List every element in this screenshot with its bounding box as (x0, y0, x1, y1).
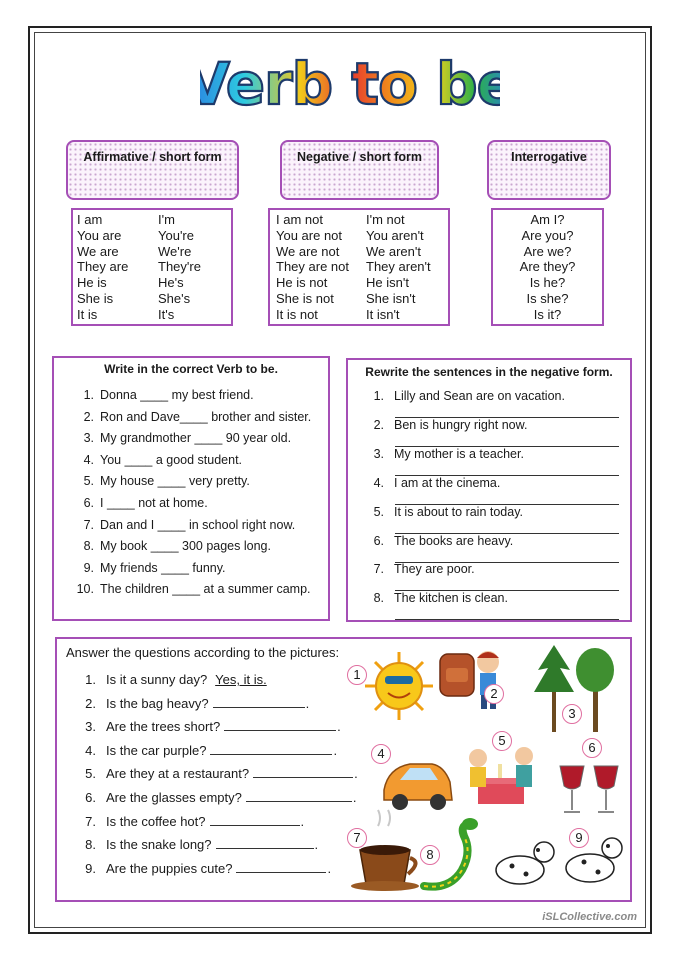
affirmative-short: They're (158, 259, 201, 275)
answer-blank (213, 697, 305, 708)
question-text: Are the glasses empty? (106, 790, 242, 805)
item-text: Lilly and Sean are on vacation. (394, 389, 565, 403)
affirmative-short: She's (158, 290, 191, 306)
affirmative-label-box (66, 140, 239, 200)
item-number: 2. (373, 417, 384, 432)
title-text: Verb to be (200, 50, 500, 118)
picture-number-8: 8 (420, 845, 440, 865)
exercise-1-item (74, 431, 291, 445)
item-number: 3. (373, 446, 384, 461)
affirmative-short-column (158, 212, 201, 323)
coffee-picture (351, 810, 419, 891)
interrogative-table (491, 208, 604, 326)
interrogative-item: Is she? (526, 290, 569, 306)
item-text: My grandmother ____ 90 year old. (100, 431, 292, 446)
question-text: Are the trees short? (106, 719, 221, 735)
sun-picture (365, 652, 433, 720)
item-number: 2. (83, 409, 94, 424)
item-number: 5. (83, 474, 94, 489)
item-number: 1. (373, 389, 384, 403)
exercise-2-item (368, 476, 500, 490)
exercise-1-item (74, 410, 311, 424)
question-text: Is the car purple? (106, 742, 207, 758)
question-text: Is it a sunny day? (106, 672, 208, 687)
item-number: 5. (373, 504, 384, 519)
item-text: I ____ not at home. (100, 496, 208, 510)
exercise-1-item (74, 496, 208, 510)
item-number: 8. (373, 591, 384, 606)
affirmative-short: It's (158, 306, 175, 322)
negative-label: Negative / short form (296, 150, 423, 164)
item-text: They are poor. (394, 562, 475, 577)
interrogative-item: Are you? (521, 227, 574, 243)
item-number: 10. (76, 582, 94, 597)
affirmative-long: You are (77, 227, 122, 243)
affirmative-long: He is (77, 275, 107, 291)
picture-number-9: 9 (569, 828, 589, 848)
answer-period: . (337, 719, 341, 735)
exercise-3-question (80, 861, 331, 876)
exercise-2-item (368, 447, 524, 461)
exercise-1-item (74, 474, 250, 488)
car-picture (384, 764, 452, 810)
question-text: Are the puppies cute? (106, 860, 233, 876)
affirmative-long: She is (77, 290, 114, 306)
negative-long: It is not (276, 306, 318, 322)
footer-watermark: iSLCollective.com (542, 911, 637, 923)
affirmative-short: He's (158, 275, 184, 291)
interrogative-item: Am I? (530, 212, 565, 227)
negative-long: You are not (276, 227, 343, 243)
affirmative-short: I'm (158, 212, 175, 227)
affirmative-long-column (77, 212, 128, 323)
item-text: Dan and I ____ in school right now. (100, 517, 296, 532)
negative-short: He isn't (366, 275, 409, 291)
interrogative-item: Is he? (529, 275, 566, 291)
answer-blank (210, 815, 300, 826)
exercise-3-question (80, 719, 341, 734)
restaurant-picture (469, 747, 533, 804)
negative-short: She isn't (366, 290, 416, 306)
answer-period: . (305, 695, 310, 711)
exercise-3-question (80, 766, 358, 781)
item-text: The kitchen is clean. (394, 591, 508, 606)
item-number: 8. (85, 837, 96, 853)
affirmative-short: You're (158, 227, 194, 243)
negative-short: You aren't (366, 227, 424, 243)
item-text: Ben is hungry right now. (394, 417, 528, 432)
exercise-3-heading: Answer the questions according to the pictures: (66, 645, 340, 660)
answer-blank (253, 767, 353, 778)
negative-long: I am not (276, 212, 323, 227)
item-number: 6. (85, 790, 96, 805)
exercise-3-question (80, 696, 309, 711)
negative-table (268, 208, 450, 326)
picture-number-7: 7 (347, 828, 367, 848)
item-number: 3. (83, 431, 94, 446)
answer-period: . (333, 742, 338, 758)
item-text: I am at the cinema. (394, 475, 501, 490)
item-number: 3. (85, 719, 96, 735)
item-number: 9. (85, 860, 96, 876)
negative-short: It isn't (366, 306, 400, 322)
interrogative-label: Interrogative (511, 150, 587, 164)
exercise-1-item (74, 539, 271, 553)
affirmative-long: We are (77, 243, 119, 259)
answer-period: . (327, 860, 332, 876)
item-text: The books are heavy. (394, 533, 514, 548)
exercise-1-item (74, 518, 295, 532)
affirmative-short: We're (158, 243, 192, 259)
answer-period: . (300, 813, 305, 829)
affirmative-long: It is (77, 306, 98, 322)
negative-label-box (280, 140, 439, 200)
negative-short: They aren't (366, 259, 431, 275)
interrogative-item: Is it? (533, 306, 562, 322)
item-number: 7. (373, 562, 384, 577)
interrogative-column (493, 212, 602, 323)
question-text: Are they at a restaurant? (106, 766, 250, 782)
item-text: The children ____ at a summer camp. (100, 582, 311, 597)
exercise-1-item (74, 582, 311, 596)
puppies-picture (496, 838, 622, 884)
item-number: 7. (83, 517, 94, 532)
answer-period: . (354, 766, 358, 782)
affirmative-table (71, 208, 233, 326)
negative-short: I'm not (366, 212, 405, 227)
answer-blank (224, 720, 336, 731)
picture-number-5: 5 (492, 731, 512, 751)
exercise-2-item (368, 389, 565, 403)
exercise-2-item (368, 591, 508, 605)
negative-long: He is not (276, 275, 328, 291)
picture-number-3: 3 (562, 704, 582, 724)
exercise-1-item (74, 561, 226, 575)
pictures-svg (340, 640, 630, 900)
exercise-2-item (368, 505, 523, 519)
negative-long: They are not (276, 259, 349, 275)
answer-period: . (314, 837, 319, 853)
item-number: 2. (85, 695, 96, 711)
interrogative-label-box (487, 140, 611, 200)
negative-short-column (366, 212, 431, 323)
item-number: 4. (373, 475, 384, 490)
exercise-1-heading: Write in the correct Verb to be. (104, 362, 278, 376)
item-number: 6. (373, 533, 384, 548)
exercise-3-question (80, 672, 267, 687)
question-text: Is the snake long? (106, 837, 212, 853)
exercise-1-item (74, 453, 242, 467)
negative-short: We aren't (366, 243, 421, 259)
picture-number-4: 4 (371, 744, 391, 764)
picture-number-1: 1 (347, 665, 367, 685)
item-number: 9. (83, 560, 94, 575)
answer-blank (236, 862, 326, 873)
negative-long: She is not (276, 290, 334, 306)
item-number: 4. (83, 452, 94, 467)
item-text: My book ____ 300 pages long. (100, 539, 271, 554)
picture-number-2: 2 (484, 684, 504, 704)
item-number: 4. (85, 742, 96, 758)
exercise-2-item (368, 534, 513, 548)
item-text: Ron and Dave____ brother and sister. (100, 409, 312, 424)
exercise-2-heading: Rewrite the sentences in the negative form. (365, 365, 613, 379)
answer-period: . (352, 790, 357, 805)
item-number: 1. (85, 672, 96, 687)
exercise-1-item (74, 388, 254, 402)
item-text: It is about to rain today. (394, 504, 524, 519)
affirmative-long: I am (77, 212, 103, 227)
question-text: Is the coffee hot? (106, 813, 206, 829)
item-number: 1. (83, 388, 94, 402)
negative-long: We are not (276, 243, 340, 259)
exercise-3-question (80, 790, 356, 805)
picture-number-6: 6 (582, 738, 602, 758)
affirmative-long: They are (77, 259, 129, 275)
exercise-3-question (80, 837, 318, 852)
item-number: 6. (83, 496, 94, 510)
item-text: My mother is a teacher. (394, 446, 524, 461)
item-text: My house ____ very pretty. (100, 474, 250, 489)
question-text: Is the bag heavy? (106, 695, 209, 711)
item-text: You ____ a good student. (100, 452, 243, 467)
exercise-2-item (368, 418, 527, 432)
interrogative-item: Are we? (523, 243, 572, 259)
exercise-3-question (80, 743, 337, 758)
item-text: Donna ____ my best friend. (100, 388, 254, 402)
interrogative-item: Are they? (519, 259, 576, 275)
item-text: My friends ____ funny. (100, 560, 226, 575)
item-number: 8. (83, 539, 94, 554)
example-answer: Yes, it is. (215, 672, 267, 687)
answer-line (395, 619, 619, 620)
answer-blank (246, 791, 352, 802)
answer-blank (216, 838, 314, 849)
negative-long-column (276, 212, 349, 323)
exercise-3-question (80, 814, 304, 829)
worksheet-title (200, 48, 500, 118)
item-number: 7. (85, 813, 96, 829)
title-graphic (200, 48, 500, 118)
affirmative-label: Affirmative / short form (83, 150, 222, 164)
wine-glasses-picture (560, 766, 618, 812)
answer-blank (210, 744, 332, 755)
exercise-2-item (368, 562, 475, 576)
item-number: 5. (85, 766, 96, 782)
